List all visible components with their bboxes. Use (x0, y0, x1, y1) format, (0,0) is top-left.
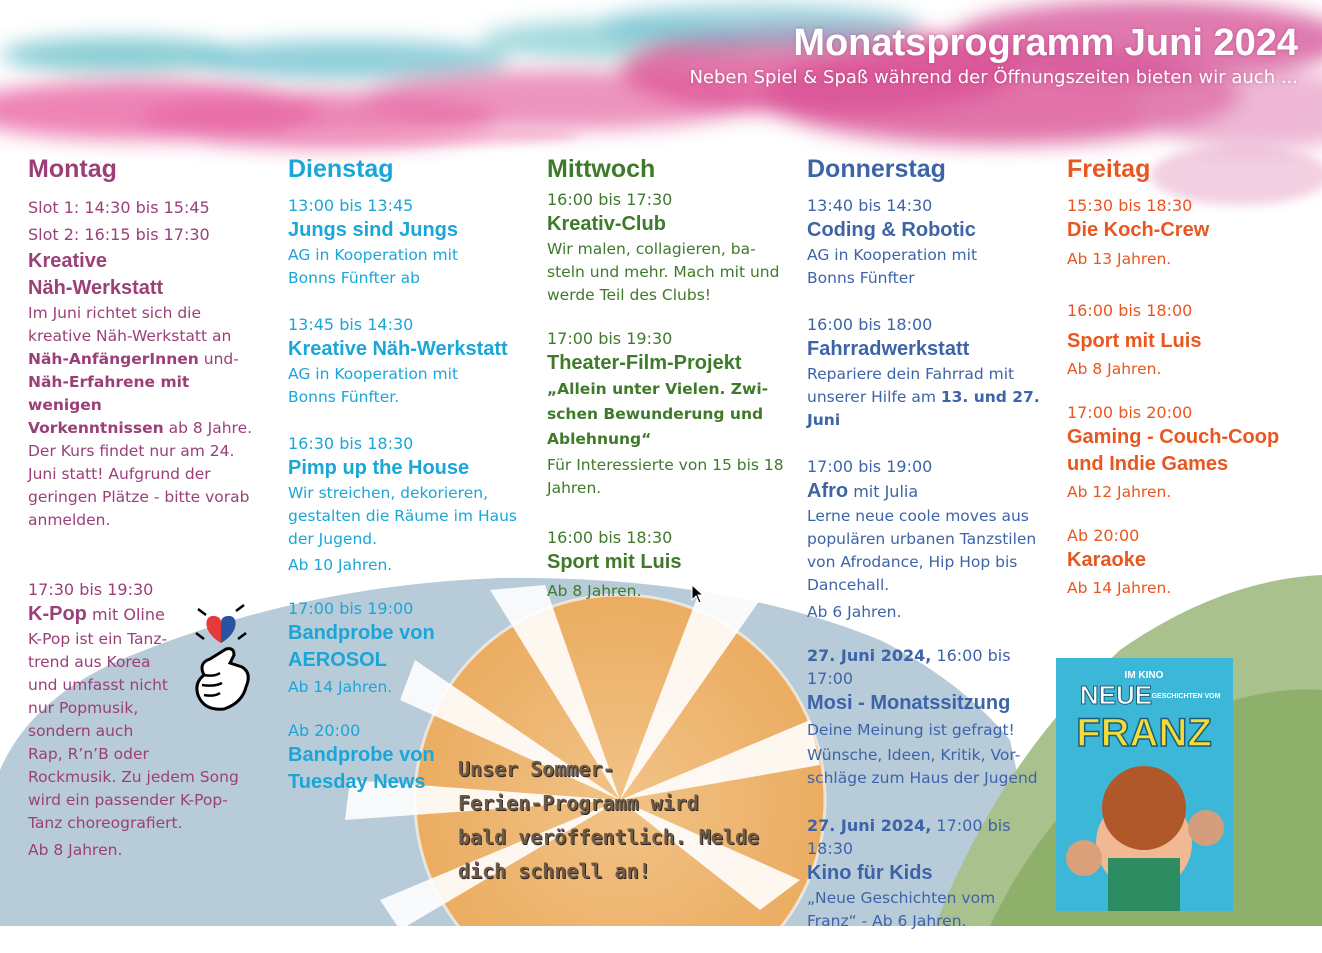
event-gaming (1067, 401, 1307, 504)
text-line: AG in Kooperation mit (288, 365, 459, 383)
text-line: Bonns Fünfter. (288, 388, 400, 406)
event-time: 13:45 bis 14:30 (288, 315, 414, 334)
day-heading-donnerstag: Donnerstag (807, 155, 946, 183)
event-time: Slot 1: 14:30 bis 15:45 (28, 198, 210, 217)
text-line: steln und mehr. Mach mit und (547, 263, 780, 281)
day-heading-dienstag: Dienstag (288, 155, 394, 183)
event-name: Kino für Kids (807, 862, 933, 884)
text-line: und umfasst nicht (28, 676, 168, 694)
event-date: 27. Juni 2024, (807, 816, 932, 835)
event-time: 16:00 bis 18:00 (807, 315, 933, 334)
event-name: Gaming - Couch-Coop (1067, 426, 1280, 448)
column-dienstag (288, 152, 528, 816)
poster-neue-text: NEUE (1079, 680, 1153, 710)
text-line: K-Pop ist ein Tanz- (28, 630, 168, 648)
text-line: der Jugend. (288, 530, 378, 548)
event-age: Ab 12 Jahren. (1067, 483, 1172, 501)
event-name: AEROSOL (288, 649, 387, 671)
event-koch (1067, 194, 1307, 271)
text: 17:00 bis 18:30 (807, 816, 1011, 858)
page-subtitle: Neben Spiel & Spaß während der Öffnungszeiten bieten wir auch ... (689, 67, 1298, 88)
text-line: Wir streichen, dekorieren, (288, 484, 488, 502)
text-line (28, 417, 268, 440)
text-line: Ferien-Programm wird (458, 791, 699, 815)
text-line: dich schnell an! (458, 859, 651, 883)
text-line: nur Popmusik, (28, 699, 139, 717)
event-name: Pimp up the House (288, 457, 470, 479)
text-line: Dancehall. (807, 576, 890, 594)
day-heading-freitag: Freitag (1067, 155, 1151, 183)
text-line: Juni statt! Aufgrund der (28, 465, 211, 483)
event-sport (1067, 299, 1307, 381)
event-name: Sport mit Luis (1067, 330, 1202, 352)
event-time: Ab 20:00 (1067, 526, 1140, 545)
event-description (28, 302, 268, 532)
event-time: Slot 2: 16:15 bis 17:30 (28, 225, 210, 244)
text-line: Bonns Fünfter (807, 269, 915, 287)
text-line: anmelden. (28, 511, 111, 529)
finger-heart-icon (190, 603, 252, 715)
event-name: Näh-Werkstatt (28, 277, 164, 299)
event-age: Ab 13 Jahren. (1067, 250, 1172, 268)
text-line: „Neue Geschichten vom (807, 889, 996, 907)
text-line: Rap, R’n’B oder (28, 745, 149, 763)
event-name: Die Koch-Crew (1067, 219, 1210, 241)
event-name: K-Pop (28, 603, 87, 625)
event-time: 16:00 bis 17:30 (547, 190, 673, 209)
event-name: Bandprobe von (288, 744, 435, 766)
text-line: AG in Kooperation mit (288, 246, 459, 264)
event-theater (547, 327, 797, 500)
event-name: Kreative Näh-Werkstatt (288, 338, 508, 360)
event-mosi (807, 644, 1057, 790)
bold-text: 13. und 27. (940, 388, 1040, 406)
column-montag (28, 152, 268, 862)
event-fahrrad (807, 313, 1057, 432)
text: ab 8 Jahre. (163, 419, 253, 437)
text-line: Tanz choreografiert. (28, 814, 183, 832)
event-time: 13:00 bis 13:45 (288, 196, 414, 215)
event-time: 16:30 bis 18:30 (288, 434, 414, 453)
poster-top-text: IM KINO (1124, 670, 1164, 681)
event-aerosol (288, 597, 528, 699)
text-line: Unser Sommer- (458, 757, 615, 781)
event-kino (807, 814, 1057, 933)
column-freitag (1067, 152, 1307, 620)
event-age: Ab 14 Jahren. (1067, 579, 1172, 597)
text-line: gestalten die Räume im Haus (288, 507, 518, 525)
text-line: Wir malen, collagieren, ba- (547, 240, 756, 258)
text-line: Rockmusik. Zu jedem Song (28, 768, 239, 786)
event-name: Mosi - Monatssitzung (807, 692, 1011, 714)
event-name: Afro (807, 480, 849, 502)
page-title: Monatsprogramm Juni 2024 (793, 22, 1298, 64)
event-sport (547, 526, 797, 603)
event-time: 15:30 bis 18:30 (1067, 196, 1193, 215)
event-time: 17:00 bis 19:00 (288, 599, 414, 618)
day-heading-mittwoch: Mittwoch (547, 155, 656, 183)
text-line: schläge zum Haus der Jugend (807, 769, 1038, 787)
text-line: Im Juni richtet sich die (28, 304, 202, 322)
column-donnerstag (807, 152, 1057, 953)
event-name: Karaoke (1067, 549, 1146, 571)
text-line: von Afrodance, Hip Hop bis (807, 553, 1018, 571)
column-mittwoch (547, 152, 797, 623)
event-host: mit Oline (86, 605, 165, 624)
bold-text: Juni (807, 411, 841, 429)
event-time: 13:40 bis 14:30 (807, 196, 933, 215)
text-line (28, 348, 268, 371)
text-line: Franz“ - Ab 6 Jahren. (807, 912, 967, 930)
event-name: Jungs sind Jungs (288, 219, 459, 241)
event-age: Ab 8 Jahren. (547, 582, 642, 600)
text-line: sondern auch (28, 722, 134, 740)
poster-franz-text: FRANZ (1076, 711, 1212, 755)
poster-geschichten-text: GESCHICHTEN VOM (1151, 693, 1221, 700)
text-line: AG in Kooperation mit (807, 246, 978, 264)
text-line: Ablehnung“ (547, 430, 652, 448)
event-naeh (288, 313, 528, 409)
event-name: Tuesday News (288, 771, 426, 793)
event-kreativ-club (547, 188, 797, 307)
event-name: Sport mit Luis (547, 551, 682, 573)
event-age: Ab 8 Jahren. (28, 841, 123, 859)
event-name: Bandprobe von (288, 622, 435, 644)
event-time (807, 644, 1057, 690)
event-name: Kreative (28, 250, 107, 272)
event-time (807, 814, 1057, 860)
event-quote (547, 377, 797, 452)
text-line (28, 371, 268, 417)
text-line: Deine Meinung ist gefragt! (807, 721, 1015, 739)
event-time: 17:30 bis 19:30 (28, 580, 154, 599)
event-karaoke (1067, 524, 1307, 600)
text-line: werde Teil des Clubs! (547, 286, 711, 304)
event-age: Ab 14 Jahren. (288, 678, 393, 696)
event-host: mit Julia (848, 482, 919, 501)
text-line: Repariere dein Fahrrad mit (807, 365, 1015, 383)
text-line: Wünsche, Ideen, Kritik, Vor- (807, 746, 1021, 764)
event-name: Kreativ-Club (547, 213, 666, 235)
text-line: Für Interessierte von 15 bis 18 (547, 456, 784, 474)
bold-text: Vorkenntnissen (28, 419, 164, 437)
text-line: Der Kurs findet nur am 24. (28, 442, 235, 460)
text-line: kreative Näh-Werkstatt an (28, 327, 232, 345)
summer-program-note (458, 752, 788, 888)
text-line: wird ein passender K-Pop- (28, 791, 228, 809)
event-time: 17:00 bis 19:30 (547, 329, 673, 348)
text: 16:00 bis 17:00 (807, 646, 1011, 688)
text-line: schen Bewunderung und (547, 405, 764, 423)
event-age: Ab 8 Jahren. (1067, 360, 1162, 378)
mouse-cursor-icon (691, 584, 705, 604)
text: unserer Hilfe am (807, 388, 941, 406)
event-name: Coding & Robotic (807, 219, 976, 241)
text-line (807, 409, 1057, 432)
event-name: Fahrradwerkstatt (807, 338, 970, 360)
bold-text: Näh-AnfängerInnen (28, 350, 199, 368)
header (689, 22, 1298, 88)
day-heading-montag: Montag (28, 155, 117, 183)
text-line: bald veröffentlich. Melde (458, 825, 760, 849)
text-line: populären urbanen Tanzstilen (807, 530, 1037, 548)
text-line: Lerne neue coole moves aus (807, 507, 1029, 525)
poster-art (1056, 658, 1233, 911)
bold-text: Näh-Erfahrene mit wenigen (28, 373, 190, 414)
event-afro (807, 455, 1057, 624)
event-time: 17:00 bis 20:00 (1067, 403, 1193, 422)
event-name: Theater-Film-Projekt (547, 352, 742, 374)
event-coding (807, 194, 1057, 290)
event-name-line (807, 478, 1057, 505)
text-line: geringen Plätze - bitte vorab (28, 488, 250, 506)
event-age: Ab 10 Jahren. (288, 556, 393, 574)
text-line: Jahren. (547, 479, 602, 497)
event-name: und Indie Games (1067, 453, 1229, 475)
text-line: „Allein unter Vielen. Zwi- (547, 380, 769, 398)
text-line: trend aus Korea (28, 653, 151, 671)
text-line: Bonns Fünfter ab (288, 269, 420, 287)
movie-poster (1056, 658, 1233, 911)
event-pimp (288, 432, 528, 577)
event-time: 16:00 bis 18:00 (1067, 301, 1193, 320)
event-age: Ab 6 Jahren. (807, 603, 902, 621)
event-time: Ab 20:00 (288, 721, 361, 740)
text-line (807, 386, 1057, 409)
event-date: 27. Juni 2024, (807, 646, 932, 665)
event-jungs (288, 194, 528, 290)
event-time: 17:00 bis 19:00 (807, 457, 933, 476)
text: und- (198, 350, 239, 368)
event-time: 16:00 bis 18:30 (547, 528, 673, 547)
